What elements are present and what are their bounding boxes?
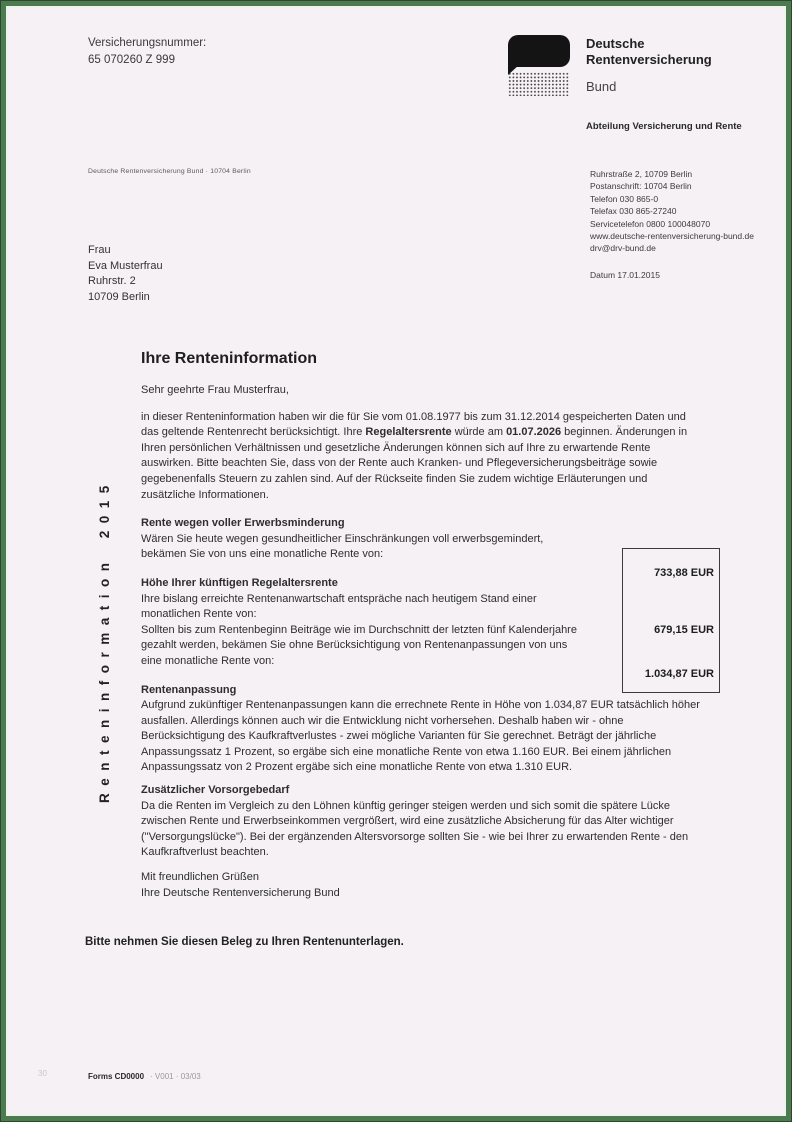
recipient-salutation: Frau (88, 244, 111, 256)
drv-logo-bubble-icon (508, 35, 570, 67)
letter-body (141, 349, 701, 901)
contact-postal: Postanschrift: 10704 Berlin (590, 181, 692, 192)
contact-email: drv@drv-bund.de (590, 243, 656, 254)
section-rentenanpassung (141, 683, 701, 777)
page-mark: 30 (38, 1069, 47, 1078)
letter-date: Datum 17.01.2015 (590, 269, 660, 280)
keep-record-notice: Bitte nehmen Sie diesen Beleg zu Ihren Rentenunterlagen. (85, 936, 404, 948)
contact-info-block (590, 168, 762, 281)
section-regelaltersrente-text1: Ihre bislang erreichte Rentenanwartschaft entspräche nach heutigem Stand einer monatlichen Rente von: (141, 592, 537, 621)
recipient-street: Ruhrstr. 2 (88, 275, 136, 287)
brand-name-line2: Rentenversicherung (586, 51, 712, 67)
form-code-line (88, 1072, 201, 1081)
form-version: · V001 · 03/03 (150, 1072, 201, 1081)
section-vorsorgebedarf (141, 783, 701, 861)
section-erwerbsminderung-heading: Rente wegen voller Erwerbsminderung (141, 517, 345, 530)
recipient-name: Eva Musterfrau (88, 259, 163, 272)
section-erwerbsminderung (141, 516, 701, 563)
section-vorsorgebedarf-text: Da die Renten im Vergleich zu den Löhnen künftig geringer steigen werden und sich somit die spätere Lücke zwischen Rente und Erwerbseinkommen vergrößert, wird eine zusätzliche Absicherung für das Alter wichtiger ("Versorgungslücke"). Bei der ergänzenden Altersvorsorge sollten Sie - wie bei Ihrer zu erwartenden Rente - den Kaufkraftverlust beachten. (141, 799, 689, 859)
intro-seg2: würde am (451, 426, 507, 439)
section-rentenanpassung-heading: Rentenanpassung (141, 683, 237, 696)
contact-phone: Telefon 030 865-0 (590, 193, 659, 204)
sender-return-address: Deutsche Rentenversicherung Bund · 10704 Berlin (88, 168, 251, 175)
section-regelaltersrente-heading: Höhe Ihrer künftigen Regelaltersrente (141, 576, 338, 589)
intro-bold-date: 01.07.2026 (506, 426, 562, 439)
recipient-city: 10709 Berlin (88, 290, 150, 303)
intro-bold-regelaltersrente: Regelaltersrente (365, 426, 452, 439)
amount-projected-pension: 1.034,87 EUR (644, 668, 714, 680)
intro-paragraph (141, 410, 701, 504)
insurance-number-value: 65 070260 Z 999 (88, 54, 175, 66)
brand-name-line1: Deutsche (586, 36, 645, 51)
amount-current-entitlement: 679,15 EUR (654, 624, 714, 636)
insurance-number-block (88, 35, 206, 69)
brand-name (586, 36, 712, 67)
pension-amounts-box (622, 548, 720, 693)
recipient-address-block (88, 243, 163, 305)
contact-street: Ruhrstraße 2, 10709 Berlin (590, 169, 693, 179)
section-rentenanpassung-text: Aufgrund zukünftiger Rentenanpassungen kann die errechnete Rente in Höhe von 1.034,87 EUR tatsächlich höher ausfallen. Allerdings können auch wir die Entwicklung nicht vorhersehen. Deshalb haben wir - ohne Berücksichtigung des Kaufkraftverlustes - zwei mögliche Varianten für Sie gerechnet. Beträgt der jährliche Anpassungssatz 1 Prozent, so ergäbe sich eine monatliche Rente von etwa 1.160 EUR. Bei einem jährlichen Anpassungssatz von 2 Prozent ergäbe sich eine monatliche Rente von etwa 1.310 EUR. (141, 699, 700, 774)
form-code: Forms CD0000 (88, 1072, 145, 1081)
intro-seg1: in dieser Renteninformation haben wir die für Sie vom 01.08.1977 bis zum 31.12.2014 gespeicherten Daten und das geltende Rentenrecht berücksichtigt. Ihre (141, 410, 686, 439)
section-regelaltersrente-text2: Sollten bis zum Rentenbeginn Beiträge wie im Durchschnitt der letzten fünf Kalenderjahre gezahlt werden, bekämen Sie ohne Berücksichtigung von Rentenanpassungen von uns eine monatliche Rente von: (141, 623, 577, 667)
closing-signature: Ihre Deutsche Rentenversicherung Bund (141, 886, 340, 899)
amount-erwerbsminderung: 733,88 EUR (654, 567, 714, 579)
insurance-number-label: Versicherungsnummer: (88, 37, 207, 49)
drv-logo-dot-grid-icon (508, 72, 570, 96)
drv-logo-bubble-tail-icon (508, 64, 520, 75)
contact-fax: Telefax 030 865-27240 (590, 206, 677, 217)
closing-block (141, 870, 701, 901)
letter-salutation: Sehr geehrte Frau Musterfrau, (141, 384, 289, 396)
section-regelaltersrente (141, 576, 701, 670)
closing-greeting: Mit freundlichen Grüßen (141, 871, 259, 884)
contact-service-phone: Servicetelefon 0800 100048070 (590, 218, 711, 229)
sidebar-vertical-label: Renteninformation 2015 (97, 478, 112, 803)
intro-seg3: beginnen. Änderungen in Ihren persönlichen Verhältnissen und gesetzliche Änderungen können sich auf Ihre zu erwartende Rente auswirken. Bitte beachten Sie, dass von der Rente auch Kranken- und Pflegeversicherungsbeiträge sowie gegebenenfalls Steuern zu zahlen sind. Auf der Rückseite finden Sie zudem wichtige Erläuterungen und zusätzliche Informationen. (141, 426, 688, 501)
section-erwerbsminderung-text: Wären Sie heute wegen gesundheitlicher Einschränkungen voll erwerbsgemindert, bekämen Sie von uns eine monatliche Rente von: (141, 532, 544, 561)
letter-title: Ihre Renteninformation (141, 350, 318, 367)
brand-org: Bund (586, 79, 617, 94)
section-vorsorgebedarf-heading: Zusätzlicher Vorsorgebedarf (141, 784, 290, 797)
contact-website: www.deutsche-rentenversicherung-bund.de (590, 231, 754, 242)
department-line: Abteilung Versicherung und Rente (586, 121, 742, 132)
